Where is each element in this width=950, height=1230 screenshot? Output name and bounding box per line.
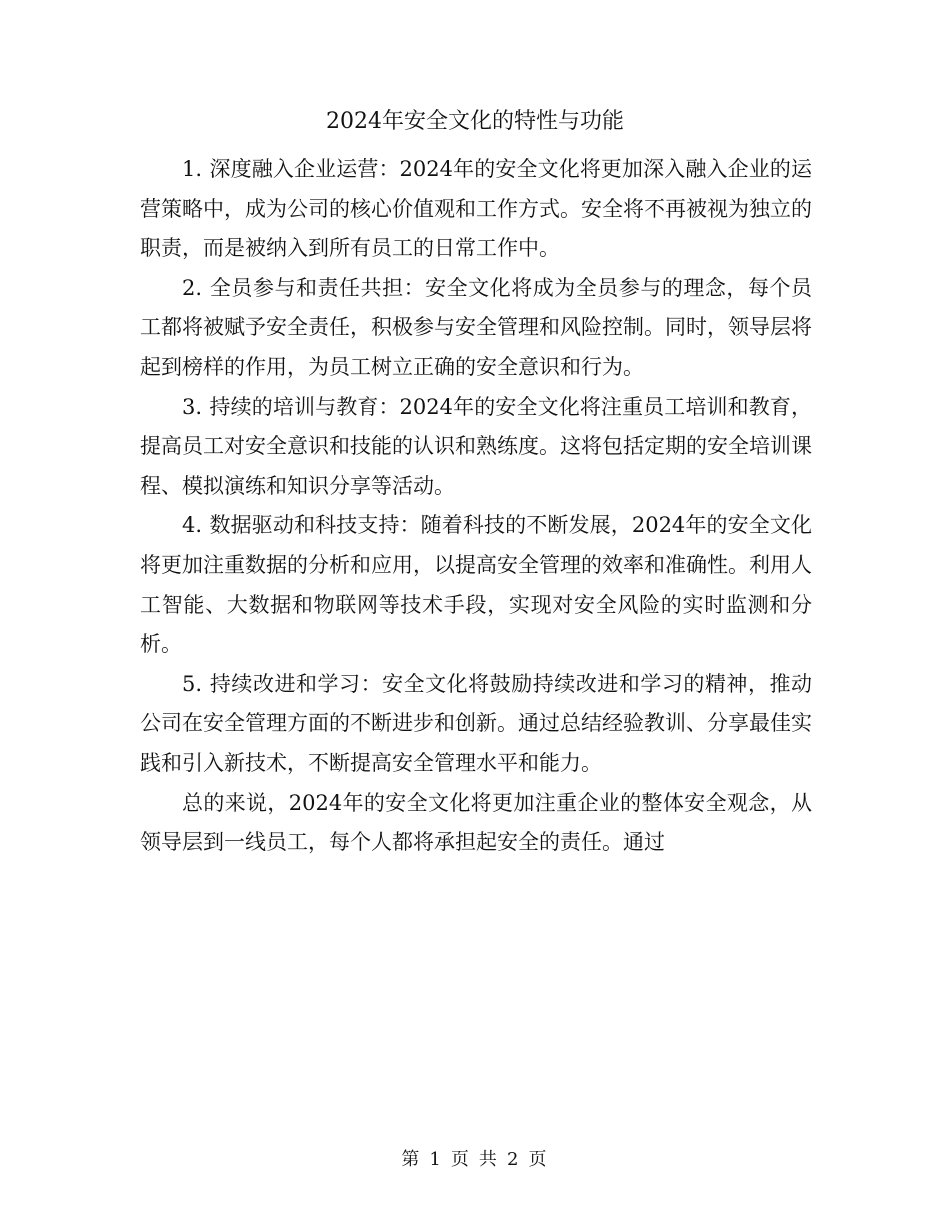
summary-paragraph (140, 784, 812, 863)
list-item-number: 5. (182, 671, 203, 696)
list-item-number: 4. (182, 513, 203, 538)
list-item-text: 持续的培训与教育：2024年的安全文化将注重员工培训和教育，提高员工对安全意识和技能的认识和熟练度。这将包括定期的安全培训课程、模拟演练和知识分享等活动。 (140, 394, 812, 498)
summary-text: 总的来说，2024年的安全文化将更加注重企业的整体安全观念，从领导层到一线员工，每个人都将承担起安全的责任。通过 (140, 790, 812, 855)
page-number-footer: 第 1 页 共 2 页 (401, 1149, 549, 1170)
list-item (140, 665, 812, 784)
document-body (140, 150, 812, 863)
list-item (140, 388, 812, 507)
list-item-text: 持续改进和学习：安全文化将鼓励持续改进和学习的精神，推动公司在安全管理方面的不断进步和创新。通过总结经验教训、分享最佳实践和引入新技术，不断提高安全管理水平和能力。 (140, 671, 812, 775)
page-title: 2024年安全文化的特性与功能 (326, 109, 624, 134)
list-item-text: 全员参与和责任共担：安全文化将成为全员参与的理念，每个员工都将被赋予安全责任，积极参与安全管理和风险控制。同时，领导层将起到榜样的作用，为员工树立正确的安全意识和行为。 (140, 275, 812, 379)
list-item-number: 3. (182, 394, 203, 419)
list-item-number: 2. (182, 275, 203, 300)
list-item-text: 数据驱动和科技支持：随着科技的不断发展，2024年的安全文化将更加注重数据的分析和应用，以提高安全管理的效率和准确性。利用人工智能、大数据和物联网等技术手段，实现对安全风险的实时监测和分析。 (140, 513, 812, 657)
list-item (140, 150, 812, 269)
list-item-text: 深度融入企业运营：2024年的安全文化将更加深入融入企业的运营策略中，成为公司的核心价值观和工作方式。安全将不再被视为独立的职责，而是被纳入到所有员工的日常工作中。 (140, 157, 812, 261)
list-item (140, 269, 812, 388)
list-item-number: 1. (182, 157, 203, 181)
list-item (140, 506, 812, 664)
